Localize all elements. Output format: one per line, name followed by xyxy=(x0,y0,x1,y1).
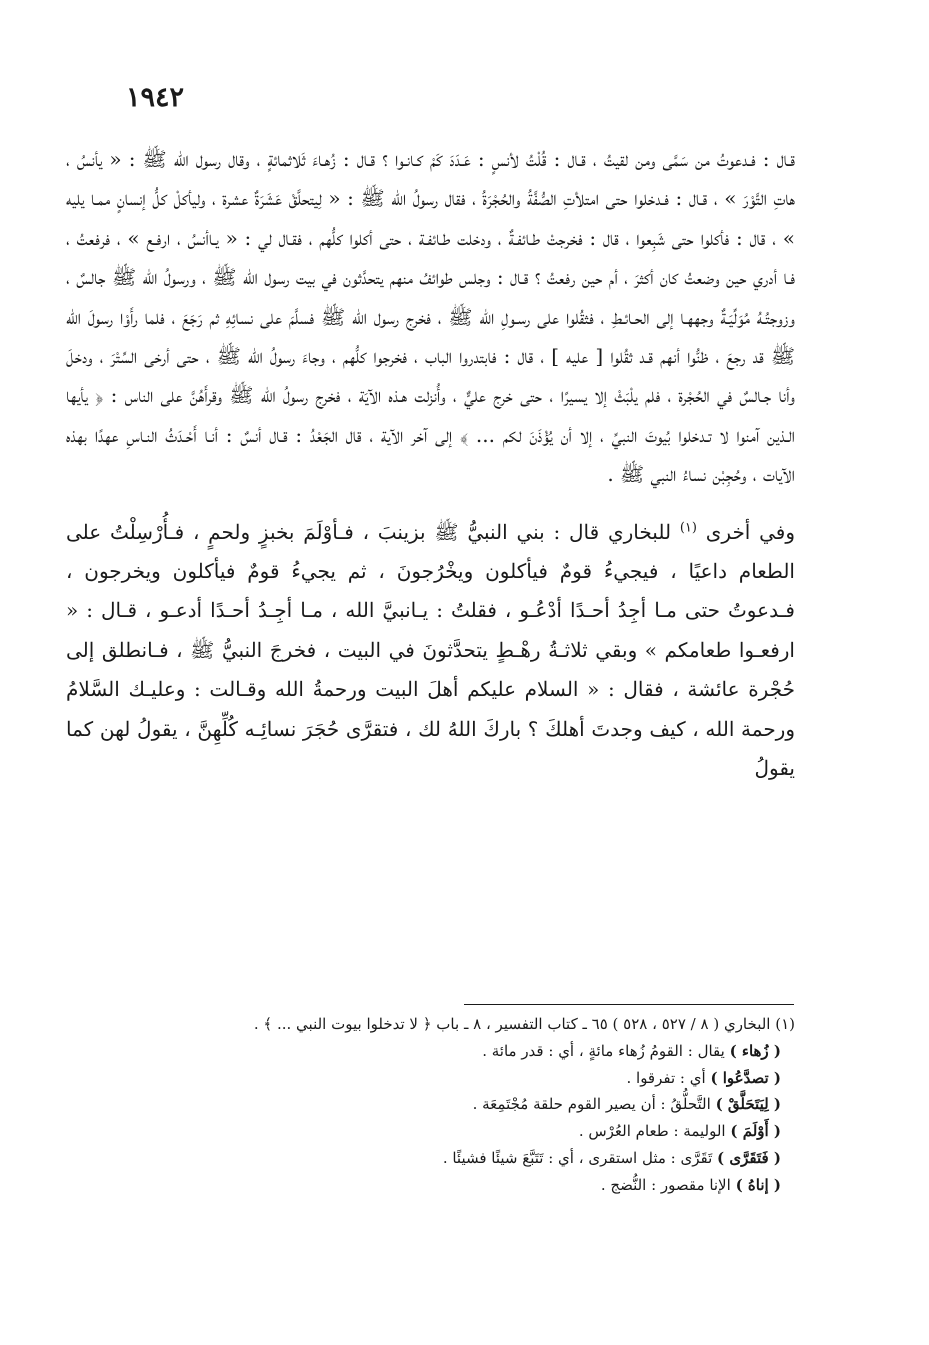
footnote-source: (١) البخاري ( ٨ / ٥٢٧ ، ٥٢٨ ) ٦٥ ـ كتاب التفسير ، ٨ ـ باب ﴿ لا تدخلوا بيوت النبي ... ﴾ . xyxy=(253,1015,795,1033)
footnote-divider xyxy=(464,1004,794,1005)
footnote-marker: (١) xyxy=(679,520,697,535)
paragraph-2-opening: وفي أخرى xyxy=(705,519,796,544)
gloss-definition: الوليمة : طعام العُرْس . xyxy=(578,1122,726,1141)
gloss-entry xyxy=(120,1118,795,1145)
paragraph-2 xyxy=(66,513,795,789)
gloss-term: ( إناهُ ) xyxy=(735,1175,781,1194)
gloss-entry xyxy=(120,1065,795,1092)
gloss-term: ( زُهاء ) xyxy=(729,1041,781,1060)
gloss-definition: أي : تفرقوا . xyxy=(626,1068,706,1087)
footnotes xyxy=(120,1011,795,1199)
gloss-definition: تَقَرَّى : مثل استقرى ، أي : تَتَبَّعَ شيئًا فشيئًا . xyxy=(442,1148,713,1167)
gloss-term: ( لِيَتَحَلَّقْ ) xyxy=(715,1095,781,1114)
gloss-definition: الإنا مقصور : النُّضج . xyxy=(600,1175,731,1194)
main-text xyxy=(66,140,795,789)
paragraph-2-body: للبخاري قال : بني النبيُّ ﷺ بزينبَ ، فـأوْلَمَ بخبزٍ ولحمٍ ، فـأُرْسِلْتُ على الطعام داعيًا ، فيجيءُ قومٌ فيأكلون ويخْرُجونَ ، ثم يجيءُ قومٌ فيأكلون ويخرجون ، فـدعوتُ حتى مـا أجِدُ أحـدًا أدْعُـو ، فقلتُ : يـانبيَّ الله ، مـا أجِـدُ أحـدًا أدعـو ، قـال : « ارفعـوا طعامكم » وبقي ثلاثـةُ رهْـطٍ يتحدَّثونَ في البيت ، فخرجَ النبيُّ ﷺ ، فـانطلق إلى حُجْرة عائشة ، فقال : « السلام عليكم أهلَ البيت ورحمةُ الله وقـالت : وعليـك السَّلامُ ورحمة الله ، كيف وجدتَ أهلكَ ؟ باركَ اللهُ لك ، فتقرَّى حُجَرَ نسائِـه كُلِّهِنَّ ، يقولُ لهن كما يقولُ xyxy=(66,519,795,781)
paragraph-1: قـال : فـدعوتُ من سَمَّى ومن لقيتُ ، قـال : قُلْتُ لأنسٍ : عَـدَدَ كَمْ كـانـوا ؟ قـال : زُهـاءَ ثَلاثمائةٍ ، وقال رسول الله ﷺ : « يأنسُ ، هاتِ التَّوْرَ » ، قـال : فـدخلوا حتى امتلأتِ الصُّفَّةُ والحُجْرَةُ ، فقال رسولُ الله ﷺ : « لِيتحلَّقْ عَشَرَةٌ عشرة ، وليأكلْ كلُّ إنسانٍ ممـا يليه » ، قال : فأكلوا حتى شَبِعوا ، قال : فخرجتْ طـائفـةٌ ، ودخلت طـائفـة ، حتى أكلوا كلُّهم ، فقـال لي : « يـاأنسُ ، ارفـع » ، فرفعتُ ، فـا أدري حين وضعتُ كان أكثرَ ، أم حين رفعتُ ؟ قـال : وجلس طوائفُ منهم يتحدَّثون في بيت رسول الله ﷺ ، ورسولُ الله ﷺ جالسٌ ، وزوجتُـهُ مُوَلِّيَـةٌ وجههـا إلى الحـائـطِ ، فثقُلوا على رسـولِ الله ﷺ ، فخرج رسول الله ﷺ فسلَّمَ على نسائِهِ ثم رَجَعَ ، فلما رأَوْا رسولَ الله ﷺ قد رجعَ ، ظنُّوا أنهم قـد ثقُلوا [ عليه ] ، قال : فابتدروا الباب ، فخرجوا كلُّهم ، وجاءَ رسولُ الله ﷺ ، حتى أرخى السِّتْرَ ، ودخلَ وأنا جـالسٌ في الحُجْرة ، فلم يلْبَثْ إلا يسيرًا ، حتى خرج عليٌّ ، وأُنزلت هـذه الآيَة ، فخرج رسولُ الله ﷺ وقرأَهُنَّ على الناس : ﴿ يأيها الـذين آمنوا لا تـدخلوا بُيوتَ النبيِّ ، إلا أن يُؤْذَنَ لكم ... ﴾ إلى آخر الآية ، قال الجَعْدُ : قـال أنسٌ : أنـا أَحْـدَثُ النـاسِ عهدًا بهذه الآيات ، وحُجِبْن نساءُ النبي ﷺ . xyxy=(66,147,796,487)
gloss-entry xyxy=(120,1172,795,1199)
gloss-term: ( أَوْلَمَ ) xyxy=(730,1122,781,1141)
gloss-entry xyxy=(120,1145,795,1172)
gloss-definition: التَّحلُّقُ : أن يصير القوم حلقة مُجْتَمِعَة . xyxy=(472,1095,711,1114)
gloss-term: ( فَتَقَرَّى ) xyxy=(717,1148,781,1167)
gloss-term: ( تصدَّعُوا ) xyxy=(710,1068,781,1087)
gloss-entry xyxy=(120,1038,795,1065)
gloss-entry xyxy=(120,1091,795,1118)
gloss-definition: يقال : القومُ زُهاء مائةٍ ، أي : قدر مائة . xyxy=(482,1041,725,1060)
page-number: ١٩٤٢ xyxy=(126,82,185,113)
